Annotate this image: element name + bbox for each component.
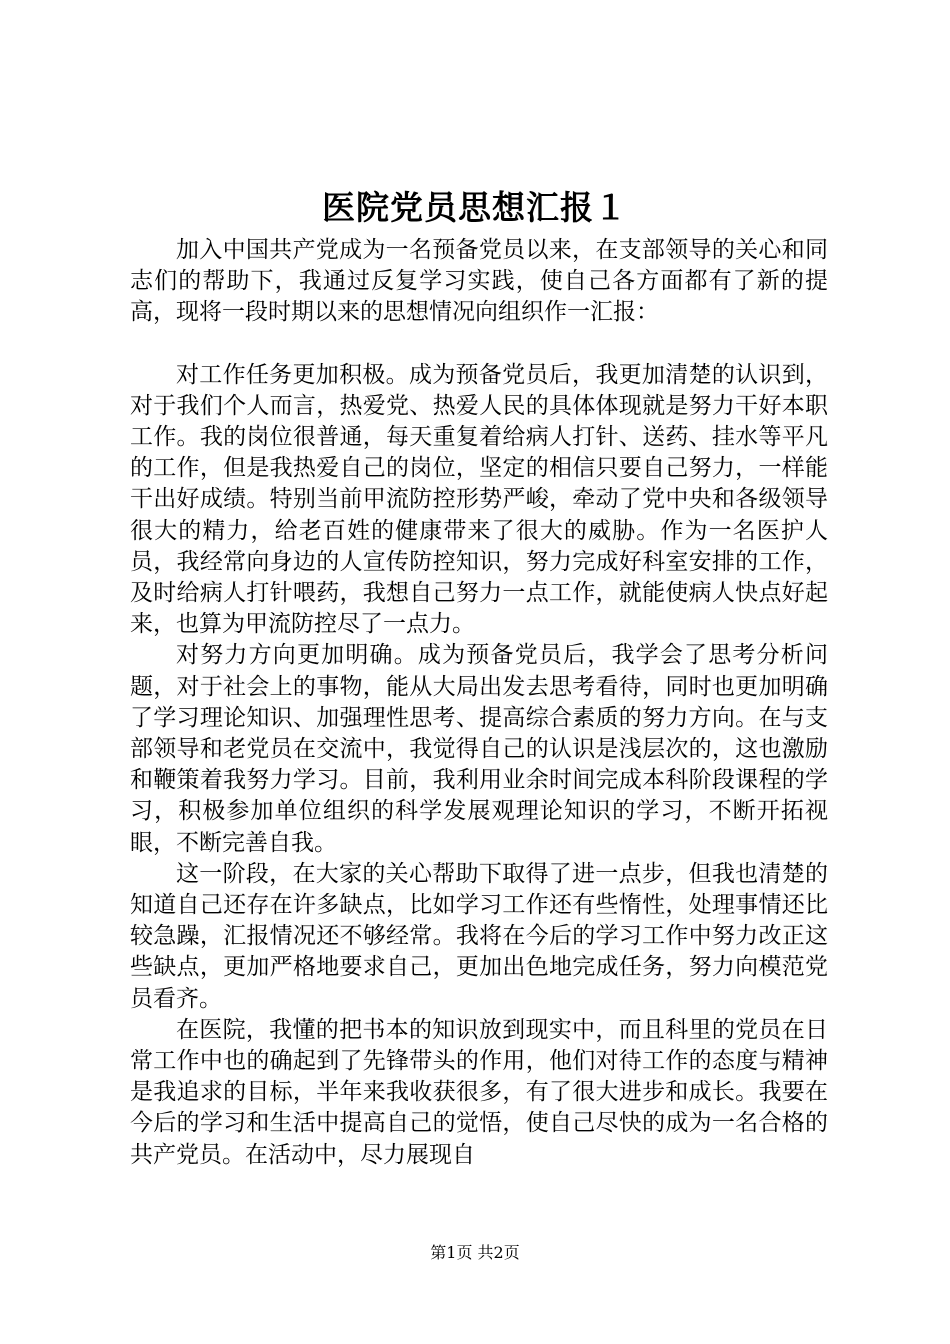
paragraph-hospital: 在医院，我懂的把书本的知识放到现实中，而且科里的党员在日常工作中也的确起到了先锋带头的作用，他们对待工作的态度与精神是我追求的目标，半年来我收获很多，有了很大进步和成长。我要在今后的学习和生活中提高自己的觉悟，使自己尽快的成为一名合格的共产党员。在活动中，尽力展现自 [130,1016,828,1168]
paragraph-direction: 对努力方向更加明确。成为预备党员后，我学会了思考分析问题，对于社会上的事物，能从大局出发去思考看待，同时也更加明确了学习理论知识、加强理性思考、提高综合素质的努力方向。在与支部领导和老党员在交流中，我觉得自己的认识是浅层次的，这也激励和鞭策着我努力学习。目前，我利用业余时间完成本科阶段课程的学习，积极参加单位组织的科学发展观理论知识的学习，不断开拓视眼，不断完善自我。 [130,642,828,856]
document-body [130,235,828,1171]
page-number-footer: 第1页 共2页 [430,1243,520,1262]
paragraph-intro: 加入中国共产党成为一名预备党员以来，在支部领导的关心和同志们的帮助下，我通过反复学习实践，使自己各方面都有了新的提高，现将一段时期以来的思想情况向组织作一汇报： [130,237,828,326]
paragraph-work-attitude: 对工作任务更加积极。成为预备党员后，我更加清楚的认识到，对于我们个人而言，热爱党、热爱人民的具体体现就是努力干好本职工作。我的岗位很普通，每天重复着给病人打针、送药、挂水等平凡的工作，但是我热爱自己的岗位，坚定的相信只要自己努力，一样能干出好成绩。特别当前甲流防控形势严峻，牵动了党中央和各级领导很大的精力，给老百姓的健康带来了很大的威胁。作为一名医护人员，我经常向身边的人宣传防控知识，努力完成好科室安排的工作，及时给病人打针喂药，我想自己努力一点工作，就能使病人快点好起来，也算为甲流防控尽了一点力。 [130,361,828,638]
document-title: 医院党员思想汇报１ [322,188,628,227]
paragraph-shortcomings: 这一阶段，在大家的关心帮助下取得了进一点步，但我也清楚的知道自己还存在许多缺点，比如学习工作还有些惰性，处理事情还比较急躁，汇报情况还不够经常。我将在今后的学习工作中努力改正这些缺点，更加严格地要求自己，更加出色地完成任务，努力向模范党员看齐。 [130,860,828,1012]
